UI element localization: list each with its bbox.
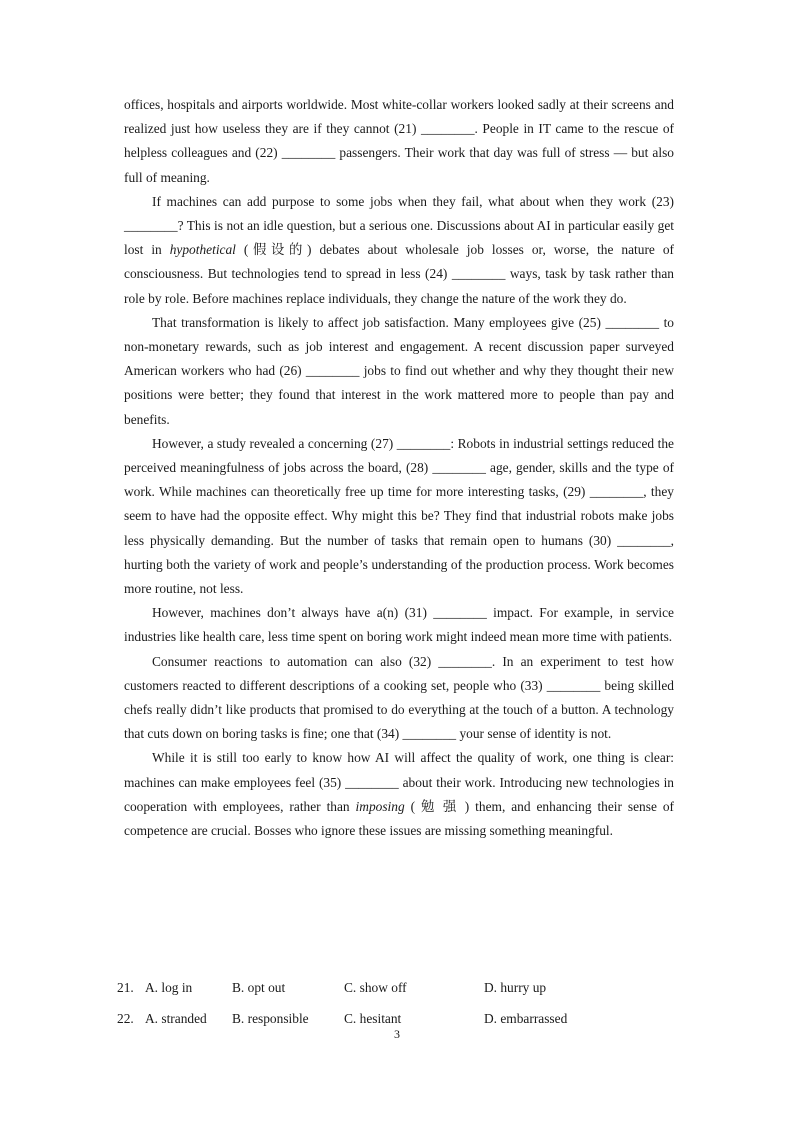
option-a: A. stranded — [145, 1011, 207, 1026]
question-number: 22. — [117, 1011, 134, 1026]
paragraph-2 — [124, 190, 674, 311]
option-a: A. log in — [145, 980, 193, 995]
paragraph-4: However, a study revealed a concerning (27) ________: Robots in industrial settings reduced the perceived meaningfulness of jobs across the board, (28) ________ age, gender, skills and the type of work. While machines can theoretically free up time for more interesting tasks, (29) ________, they seem to have had the opposite effect. Why might this be? They find that industrial robots make jobs less physically demanding. But the number of tasks that remain open to humans (30) ________, hurting both the variety of work and people’s understanding of the production process. Work becomes more routine, not less. — [124, 435, 674, 597]
question-number: 21. — [117, 980, 134, 995]
page-number: 3 — [394, 1027, 400, 1041]
paragraph-2-part-2: (假设的) debates about wholesale job losses or, worse, the nature of consciousness. But technologies tend to spread in less (24) ________ ways, task by task rather than role by role. Before machines replace individuals, they change the nature of the work they do. — [124, 242, 674, 306]
passage — [124, 93, 674, 843]
paragraph-7-part-1: While it is still too early to know how AI will affect the quality of work, one thing is clear: machines can make employees feel (35) ________ about their work. Introducing new technologies in cooperation with employees, rather than — [124, 750, 674, 814]
paragraph-2-part-1: If machines can add purpose to some jobs when they fail, what about when they work (23) ________? This is not an idle question, but a serious one. Discussions about AI in particular easily get lost in — [124, 193, 674, 258]
option-b: B. opt out — [232, 980, 286, 995]
italic-term-imposing: imposing — [355, 798, 405, 814]
paragraph-1: offices, hospitals and airports worldwide. Most white-collar workers looked sadly at their screens and realized just how useless they are if they cannot (21) ________. People in IT came to the rescue of helpless colleagues and (22) ________ passengers. Their work that day was full of stress — but also full of meaning. — [124, 97, 674, 185]
option-d: D. hurry up — [484, 980, 547, 995]
paragraph-5: However, machines don’t always have a(n) (31) ________ impact. For example, in service industries like health care, less time spent on boring work might indeed mean more time with patients. — [124, 605, 674, 645]
option-c: C. hesitant — [344, 1011, 402, 1026]
italic-term-hypothetical: hypothetical — [169, 242, 236, 258]
paragraph-6: Consumer reactions to automation can also (32) ________. In an experiment to test how customers reacted to different descriptions of a cooking set, people who (33) ________ being skilled chefs really didn’t like products that promised to do everything at the touch of a button. A technology that cuts down on boring tasks is fine; one that (34) ________ your sense of identity is not. — [124, 653, 674, 742]
option-c: C. show off — [344, 980, 407, 995]
option-b: B. responsible — [232, 1011, 309, 1026]
paragraph-7 — [124, 746, 674, 843]
question-row — [117, 976, 717, 1007]
option-d: D. embarrassed — [484, 1011, 568, 1026]
paragraph-7-part-2: ( 勉 强 ) them, and enhancing their sense of competence are crucial. Bosses who ignore these issues are missing something meaningful. — [124, 798, 674, 839]
paragraph-3: That transformation is likely to affect job satisfaction. Many employees give (25) ________ to non-monetary rewards, such as job interest and engagement. A recent discussion paper surveyed American workers who had (26) ________ jobs to find out whether and why they thought their new positions were better; they found that interest in the work mattered more to people than pay and benefits. — [124, 314, 674, 427]
